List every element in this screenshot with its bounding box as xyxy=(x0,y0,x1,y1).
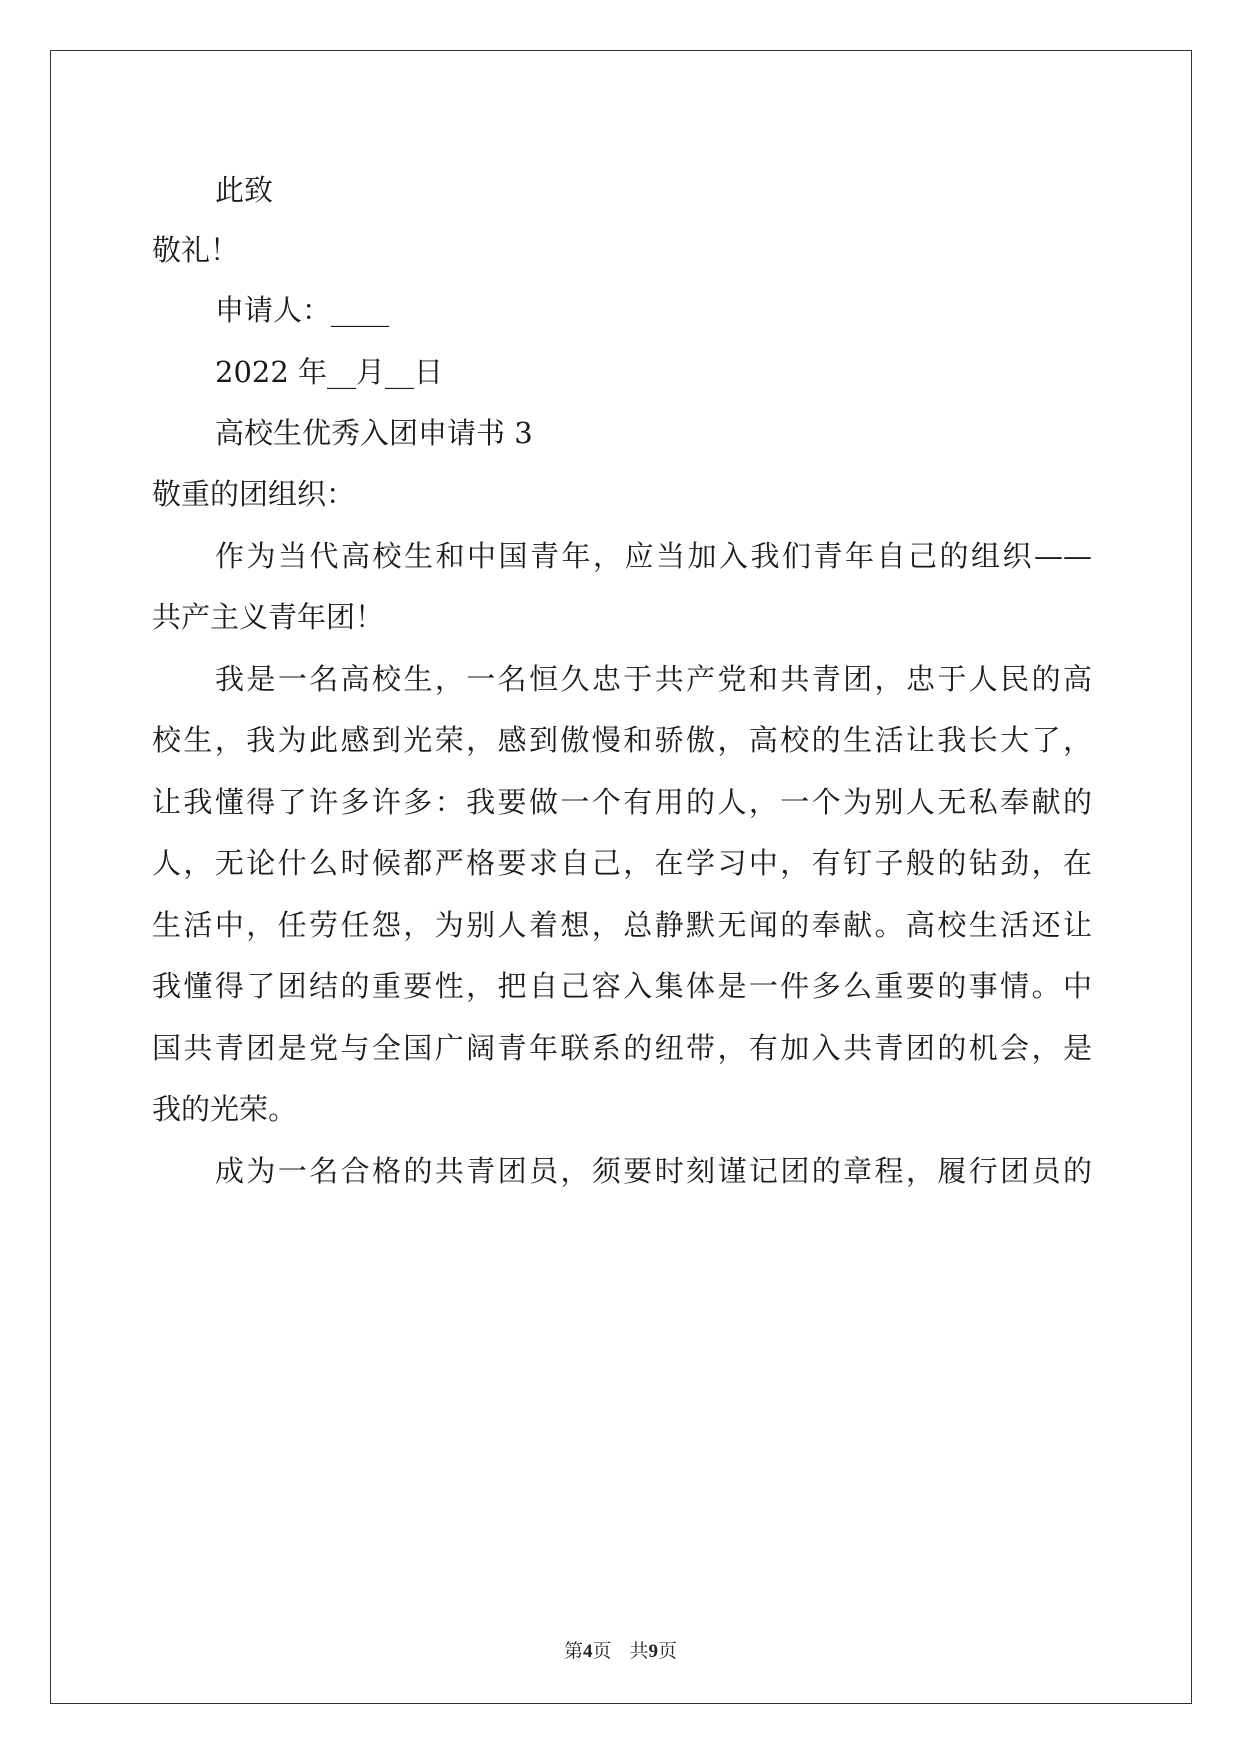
body-line: 我是一名高校生，一名恒久忠于共产党和共青团，忠于人民的高 xyxy=(215,662,1092,696)
page-prefix: 第 xyxy=(563,1640,583,1662)
body-line: 我的光荣。 xyxy=(152,1092,298,1126)
body-line: 作为当代高校生和中国青年，应当加入我们青年自己的组织—— xyxy=(215,539,1092,573)
applicant-line: 申请人：____ xyxy=(215,293,390,327)
total-page-number: 9 xyxy=(648,1641,659,1662)
closing-regards: 敬礼！ xyxy=(152,233,240,267)
body-line: 生活中，任劳任怨，为别人着想，总静默无闻的奉献。高校生活还让 xyxy=(152,908,1092,942)
section-title: 高校生优秀入团申请书 3 xyxy=(215,416,533,450)
total-suffix: 页 xyxy=(658,1640,678,1662)
body-line: 共产主义青年团！ xyxy=(152,600,385,634)
body-line: 校生，我为此感到光荣，感到傲慢和骄傲，高校的生活让我长大了， xyxy=(152,723,1092,757)
body-line: 国共青团是党与全国广阔青年联系的纽带，有加入共青团的机会，是 xyxy=(152,1031,1092,1065)
body-line: 成为一名合格的共青团员，须要时刻谨记团的章程，履行团员的 xyxy=(215,1154,1092,1188)
greeting-line: 敬重的团组织： xyxy=(152,477,356,511)
body-line: 让我懂得了许多许多：我要做一个有用的人，一个为别人无私奉献的 xyxy=(152,785,1092,819)
page-footer xyxy=(0,1638,1241,1665)
closing-salutation: 此致 xyxy=(215,173,274,207)
body-line: 人，无论什么时候都严格要求自己，在学习中，有钉子般的钻劲，在 xyxy=(152,846,1092,880)
page-suffix: 页 xyxy=(592,1640,612,1662)
body-line: 我懂得了团结的重要性，把自己容入集体是一件多么重要的事情。中 xyxy=(152,969,1092,1003)
current-page-number: 4 xyxy=(582,1641,593,1662)
total-prefix: 共 xyxy=(629,1640,649,1662)
date-line: 2022 年__月__日 xyxy=(215,355,444,389)
